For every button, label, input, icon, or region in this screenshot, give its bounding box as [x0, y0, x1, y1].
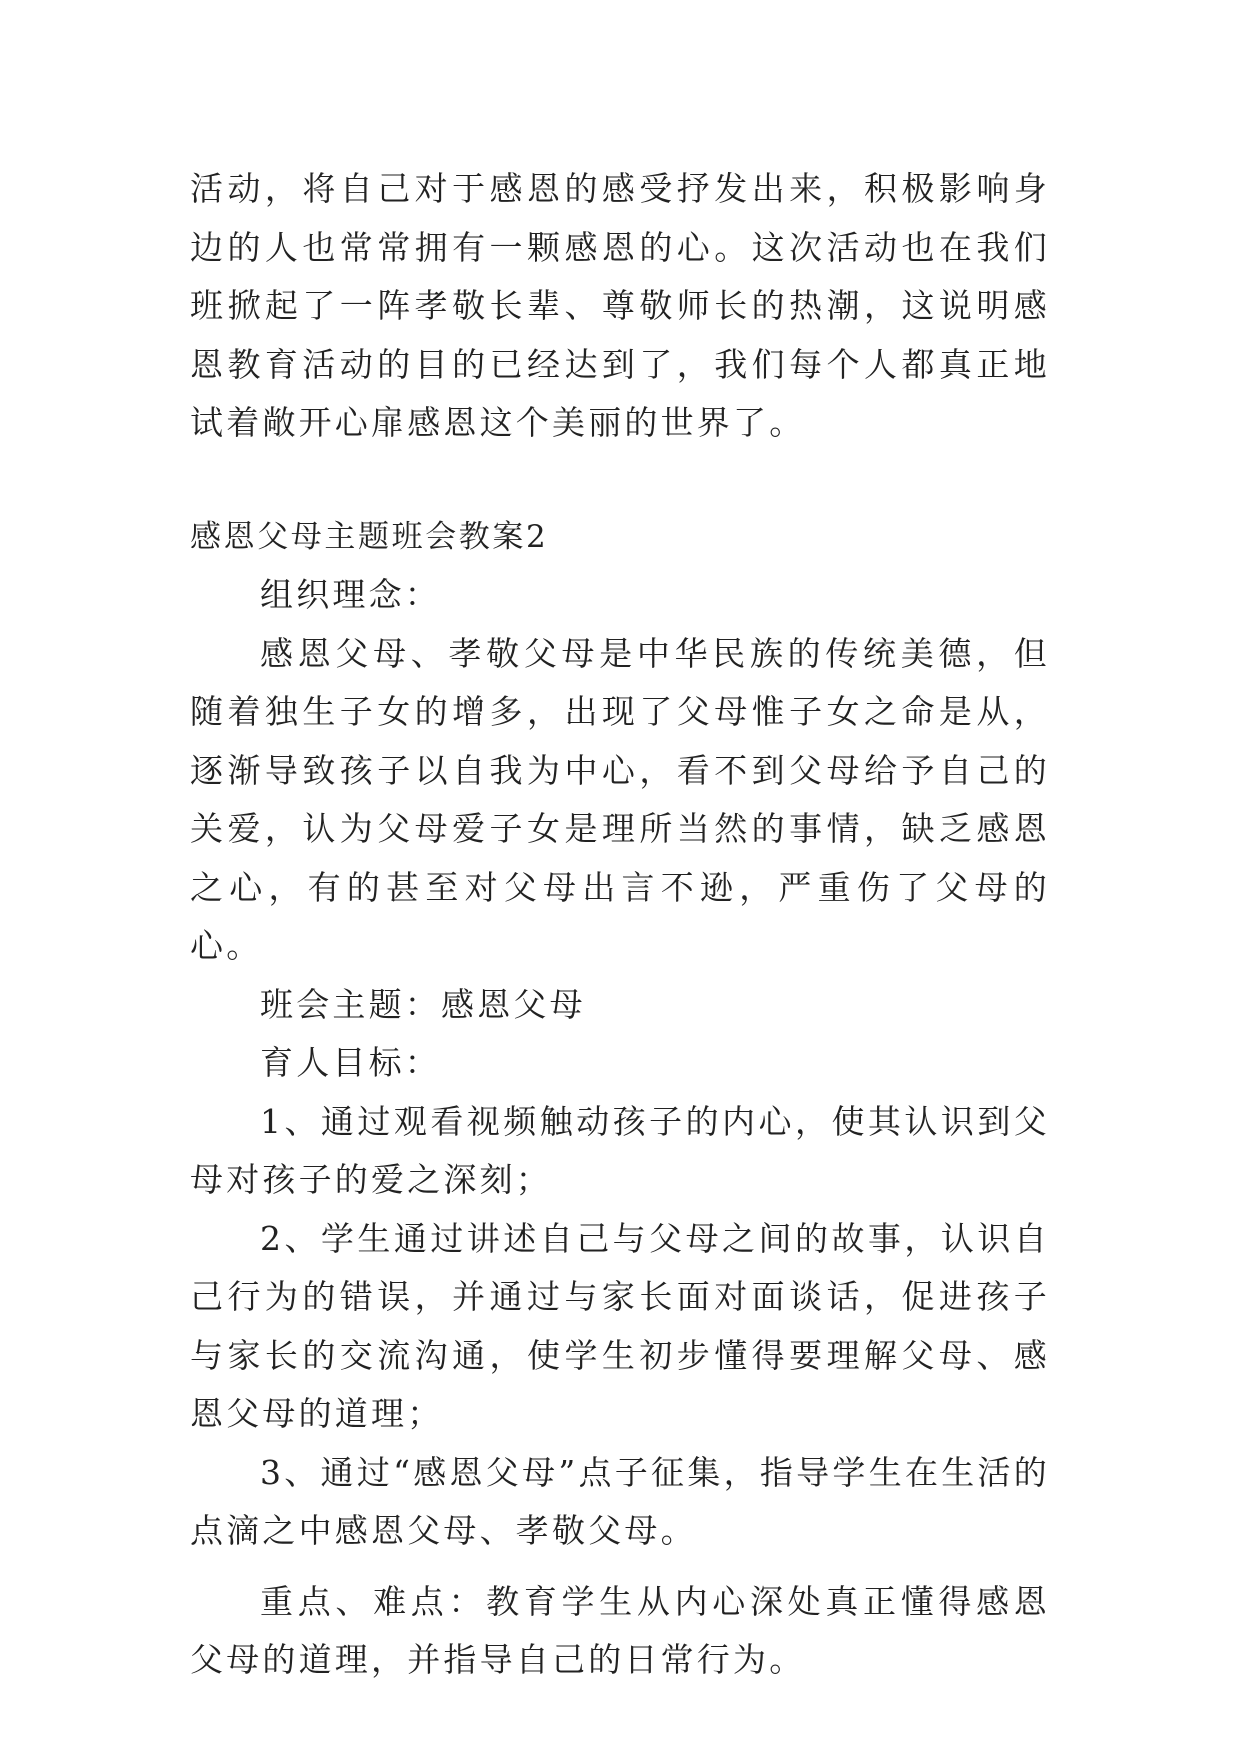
concept-label: 组织理念：	[260, 575, 441, 614]
intro-paragraph: 活动，将自己对于感恩的感受抒发出来，积极影响身边的人也常常拥有一颗感恩的心。这次活动也在我们班掀起了一阵孝敬长辈、尊敬师长的热潮，这说明感恩教育活动的目的已经达到了，我们每个人都真正地试着敞开心扉感恩这个美丽的世界了。	[190, 169, 1050, 442]
goal-item-3: 3、通过“感恩父母”点子征集，指导学生在生活的点滴之中感恩父母、孝敬父母。	[190, 1452, 1050, 1550]
goals-label: 育人目标：	[260, 1043, 441, 1082]
spacer	[190, 453, 1050, 508]
goal-item-1: 1、通过观看视频触动孩子的内心，使其认识到父母对孩子的爱之深刻；	[190, 1101, 1050, 1199]
key-points-paragraph: 重点、难点：教育学生从内心深处真正懂得感恩父母的道理，并指导自己的日常行为。	[190, 1581, 1050, 1679]
document-body	[190, 160, 1050, 1690]
spacer	[190, 1561, 1050, 1573]
concept-paragraph: 感恩父母、孝敬父母是中华民族的传统美德，但随着独生子女的增多，出现了父母惟子女之命是从，逐渐导致孩子以自我为中心，看不到父母给予自己的关爱，认为父母爱子女是理所当然的事情，缺乏感恩之心，有的甚至对父母出言不逊，严重伤了父母的心。	[190, 633, 1050, 965]
goal-item-2: 2、学生通过讲述自己与父母之间的故事，认识自己行为的错误，并通过与家长面对面谈话，促进孩子与家长的交流沟通，使学生初步懂得要理解父母、感恩父母的道理；	[190, 1218, 1050, 1433]
section-title: 感恩父母主题班会教案2	[190, 518, 549, 555]
theme-line: 班会主题：感恩父母	[260, 984, 586, 1024]
